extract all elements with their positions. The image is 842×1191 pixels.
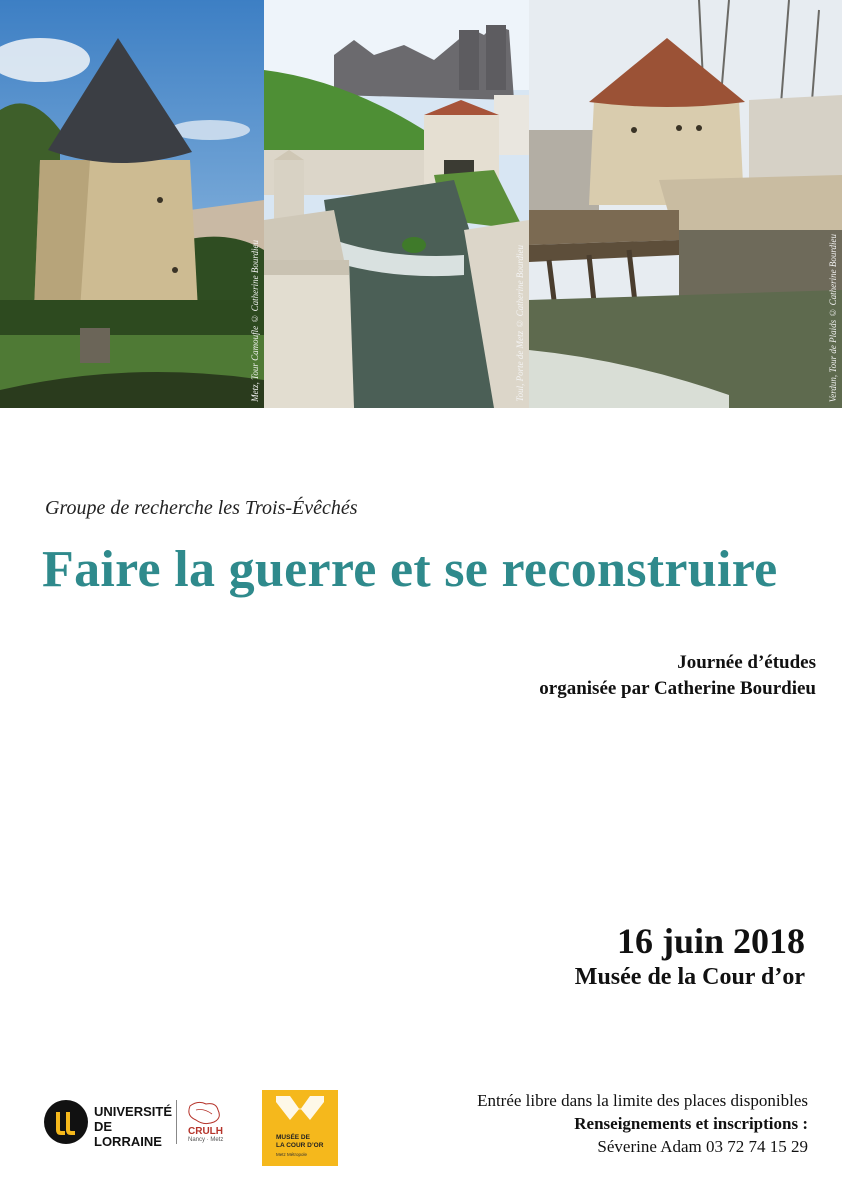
musee-m-icon	[262, 1090, 338, 1130]
entry-info: Entrée libre dans la limite des places disponibles	[477, 1091, 808, 1110]
photo-caption: Toul, Porte de Metz © Catherine Bourdieu	[515, 245, 525, 402]
photo-metz-tower	[0, 0, 264, 408]
crulh-logo	[184, 1100, 232, 1146]
organiser-label: organisée par Catherine Bourdieu	[539, 678, 816, 699]
logo-divider	[176, 1100, 177, 1144]
photo-banner	[0, 0, 842, 408]
crulh-map-icon	[184, 1100, 224, 1126]
crulh-sub: Nancy · Metz	[188, 1137, 224, 1143]
photo-caption: Verdun, Tour de Plaids © Catherine Bourdieu	[828, 233, 838, 402]
musee-name: MUSÉE DE LA COUR D’OR	[276, 1134, 324, 1149]
registration-label: Renseignements et inscriptions :	[574, 1114, 808, 1133]
photo-caption: Metz, Tour Camoufle © Catherine Bourdieu	[250, 240, 260, 402]
ul-text: UNIVERSITÉ DE LORRAINE	[94, 1104, 173, 1149]
organiser-block	[539, 650, 816, 702]
event-title: Faire la guerre et se reconstruire	[42, 541, 778, 598]
research-group-label: Groupe de recherche les Trois-Évêchés	[45, 497, 358, 519]
event-date: 16 juin 2018	[616, 921, 805, 961]
info-block	[477, 1089, 808, 1158]
study-day-label: Journée d’études	[677, 652, 816, 673]
musee-cour-dor-logo	[262, 1090, 338, 1166]
contact-info: Séverine Adam 03 72 74 15 29	[597, 1137, 808, 1156]
ul-emblem-icon	[44, 1100, 88, 1144]
crulh-name: CRULH	[188, 1126, 223, 1137]
photo-toul-gate	[264, 0, 529, 408]
event-venue: Musée de la Cour d’or	[574, 964, 805, 990]
universite-de-lorraine-logo	[44, 1096, 174, 1148]
photo-verdun-tower	[529, 0, 842, 408]
musee-sub: Metz Métropole	[276, 1152, 308, 1157]
